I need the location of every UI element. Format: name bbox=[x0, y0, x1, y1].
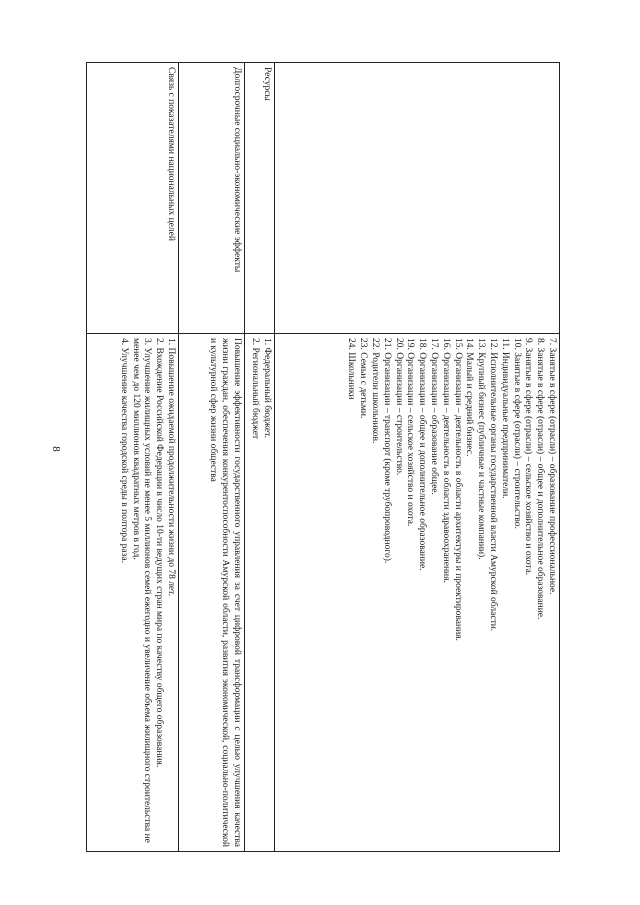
groups-list bbox=[345, 338, 557, 847]
list-item: 22. Родители школьников. bbox=[370, 338, 381, 444]
list-item: 23. Семьи с детьми. bbox=[358, 338, 369, 419]
table-row-resources bbox=[245, 63, 275, 852]
list-item: 14. Малый и средний бизнес. bbox=[464, 338, 475, 457]
list-item: 18. Организации – общее и дополнительное образование. bbox=[417, 338, 428, 571]
list-item: 1. Федеральный бюджет. bbox=[262, 338, 272, 438]
table-row-groups bbox=[275, 63, 560, 852]
list-item: 19. Организации – сельское хозяйство и охота. bbox=[405, 338, 416, 527]
list-item: 4. Улучшение качества городской среды в полтора раза. bbox=[118, 338, 129, 563]
list-item: 9. Занятые в сфере (отрасли) – сельское хозяйство и охота. bbox=[523, 338, 534, 576]
page-number: 8 bbox=[49, 446, 62, 452]
list-item: 3. Улучшение жилищных условий не менее 5 миллионов семей ежегодно и увеличение объема жилищного строительства не менее чем до 120 миллионов квадратных метров в год. bbox=[130, 338, 153, 843]
list-item: 2. Вхождение Российской Федерации в число 10-ти ведущих стран мира по качеству общего образования. bbox=[154, 338, 165, 768]
list-item: 17. Организации – образование общее. bbox=[429, 338, 440, 495]
goals-list bbox=[117, 338, 176, 847]
content-cell-groups bbox=[275, 334, 560, 852]
content-cell-effects bbox=[179, 334, 245, 852]
list-item: 16. Организации – деятельность в области здравоохранения. bbox=[440, 338, 451, 583]
list-item: 15. Организации – деятельность в области архитектуры и проектирования. bbox=[452, 338, 463, 641]
table-row-goals bbox=[87, 63, 179, 852]
list-item: 10. Занятые в сфере (отрасли) – строительство. bbox=[511, 338, 522, 529]
label-cell-groups bbox=[275, 63, 560, 334]
content-cell-resources bbox=[245, 334, 275, 852]
passport-table bbox=[86, 62, 560, 852]
list-item: 20. Организации – строительство. bbox=[393, 338, 404, 476]
table-upright bbox=[86, 62, 560, 852]
list-item: 11. Индивидуальные предприниматели. bbox=[499, 338, 510, 499]
label-cell-effects: Долгосрочные социально-экономические эффекты bbox=[179, 63, 245, 334]
rotated-table-wrapper bbox=[86, 62, 560, 852]
content-cell-goals bbox=[87, 334, 179, 852]
list-item: 1. Повышение ожидаемой продолжительности жизни до 78 лет. bbox=[166, 338, 176, 596]
list-item: 2. Региональный бюджет bbox=[250, 338, 261, 440]
list-item: 7. Занятые в сфере (отрасли) – образование профессиональное. bbox=[547, 338, 557, 595]
label-cell-goals: Связь с показателями национальных целей bbox=[87, 63, 179, 334]
list-item: 21. Организации – транспорт (кроме трубопроводного). bbox=[381, 338, 392, 564]
list-item: 13. Крупный бизнес (публичные и частные компании). bbox=[476, 338, 487, 560]
table-row-effects bbox=[179, 63, 245, 852]
list-item: 24. Школьники bbox=[346, 338, 357, 400]
list-item: 12. Исполнительные органы государственной власти Амурской области. bbox=[488, 338, 499, 632]
effects-text: Повышение эффективности государственного управления за счет цифровой трансформации с целью улучшения качества жизни граждан, обеспечения конкурентоспособности Амурской области, развития экономической, социально-политической и культурной сфер жизни общества bbox=[208, 338, 242, 847]
list-item: 8. Занятые в сфере (отрасли) – общее и дополнительное образование. bbox=[535, 338, 546, 620]
label-cell-resources: Ресурсы bbox=[245, 63, 275, 334]
resources-list bbox=[248, 338, 272, 847]
